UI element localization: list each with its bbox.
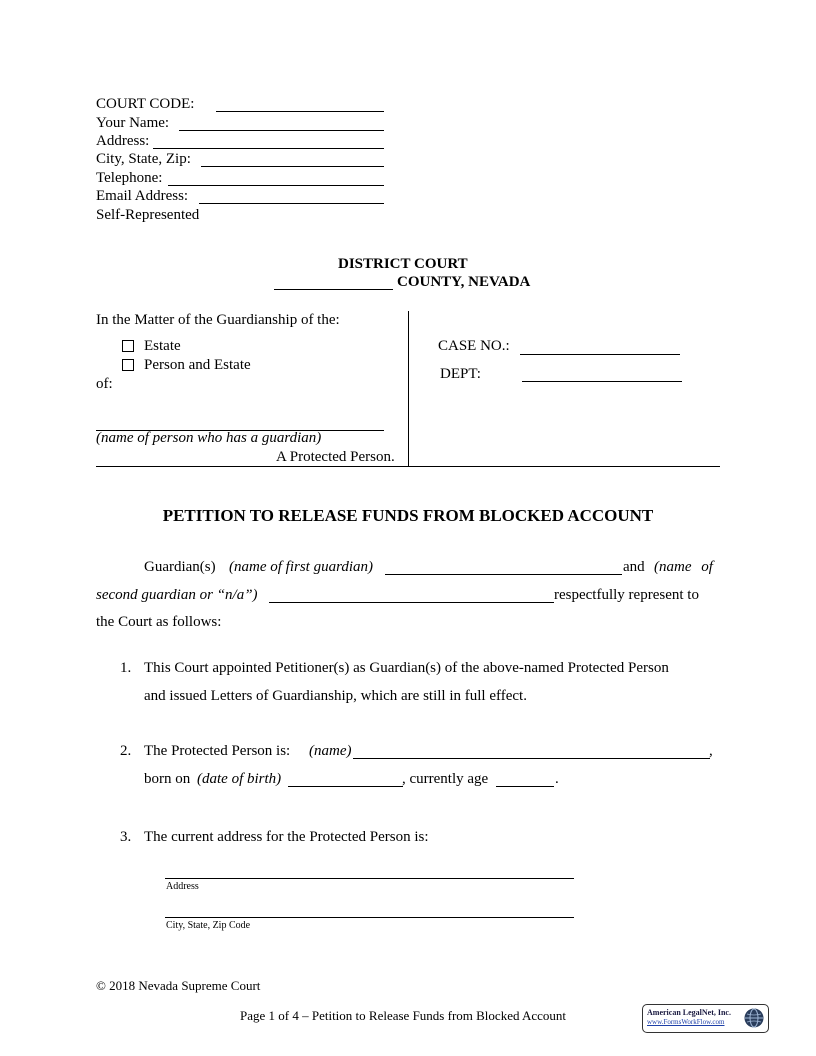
caption-vertical-divider — [408, 311, 409, 467]
page-label: Page 1 of 4 – Petition to Release Funds from Blocked Account — [240, 1008, 567, 1023]
court-code-field[interactable] — [216, 111, 384, 112]
person-estate-option-label: Person and Estate — [144, 357, 251, 373]
american-legalnet-logo — [642, 1004, 769, 1033]
your-name-label: Your Name: — [96, 115, 170, 131]
first-guardian-hint: (name of first guardian) — [229, 559, 374, 575]
globe-icon — [743, 1007, 765, 1029]
item2-number: 2. — [120, 743, 132, 759]
dob-field[interactable] — [288, 786, 403, 787]
protected-person-name-line[interactable] — [353, 758, 710, 759]
county-field[interactable] — [274, 289, 393, 290]
telephone-label: Telephone: — [96, 170, 163, 186]
address-field[interactable] — [153, 148, 384, 149]
protected-person-label: A Protected Person. — [276, 449, 395, 465]
of-label: of: — [96, 376, 113, 392]
second-guardian-hint: second guardian or “n/a”) — [96, 587, 258, 603]
and-word: and — [623, 559, 645, 575]
city-caption: City, State, Zip Code — [166, 920, 251, 931]
court-follows-text: the Court as follows: — [96, 614, 222, 630]
telephone-field[interactable] — [168, 185, 384, 186]
caption-bottom-rule — [96, 466, 720, 467]
your-name-field[interactable] — [179, 130, 384, 131]
address-caption: Address — [166, 881, 199, 892]
matter-text: In the Matter of the Guardianship of the: — [96, 312, 340, 328]
guardians-label: Guardian(s) — [144, 559, 216, 575]
item2-comma: , — [709, 743, 713, 759]
self-represented-text: Self-Represented — [96, 207, 200, 223]
estate-checkbox[interactable] — [122, 340, 134, 352]
item2-born: born on — [144, 771, 191, 787]
estate-option-label: Estate — [144, 338, 181, 354]
document-title: PETITION TO RELEASE FUNDS FROM BLOCKED ACCOUNT — [162, 506, 654, 525]
second-guardian-field[interactable] — [269, 602, 554, 603]
county-label: COUNTY, NEVADA — [397, 274, 531, 290]
logo-line1: American LegalNet, Inc. — [647, 1008, 731, 1017]
item1-line2: and issued Letters of Guardianship, which are still in full effect. — [144, 688, 527, 704]
logo-line2: www.FormsWorkFlow.com — [647, 1018, 725, 1026]
name-hint: (name of person who has a guardian) — [96, 430, 322, 446]
item3-number: 3. — [120, 829, 132, 845]
court-code-label: COURT CODE: — [96, 96, 195, 112]
email-field[interactable] — [199, 203, 384, 204]
respectfully-text: respectfully represent to — [554, 587, 699, 603]
case-no-label: CASE NO.: — [438, 338, 510, 354]
item2-name-hint: (name) — [309, 743, 352, 759]
item2-period: . — [555, 771, 559, 787]
item3-text: The current address for the Protected Person is: — [144, 829, 429, 845]
first-guardian-field[interactable] — [385, 574, 622, 575]
current-address-field[interactable] — [165, 878, 574, 879]
item2-lead: The Protected Person is: — [144, 743, 291, 759]
city-state-zip-label: City, State, Zip: — [96, 151, 191, 167]
address-label: Address: — [96, 133, 150, 149]
name-of-hint: (name of — [654, 559, 713, 575]
current-city-field[interactable] — [165, 917, 574, 918]
item2-age-text: , currently age — [402, 771, 489, 787]
email-label: Email Address: — [96, 188, 189, 204]
dept-label: DEPT: — [440, 366, 481, 382]
court-title: DISTRICT COURT — [338, 256, 468, 272]
copyright-text: © 2018 Nevada Supreme Court — [96, 978, 261, 993]
dept-field[interactable] — [522, 381, 682, 382]
item2-dob-hint: (date of birth) — [197, 771, 282, 787]
person-estate-checkbox[interactable] — [122, 359, 134, 371]
item1-number: 1. — [120, 660, 132, 676]
case-no-field[interactable] — [520, 354, 680, 355]
item1-line1: This Court appointed Petitioner(s) as Guardian(s) of the above-named Protected Person — [144, 660, 669, 676]
age-field[interactable] — [496, 786, 554, 787]
city-state-zip-field[interactable] — [201, 166, 384, 167]
